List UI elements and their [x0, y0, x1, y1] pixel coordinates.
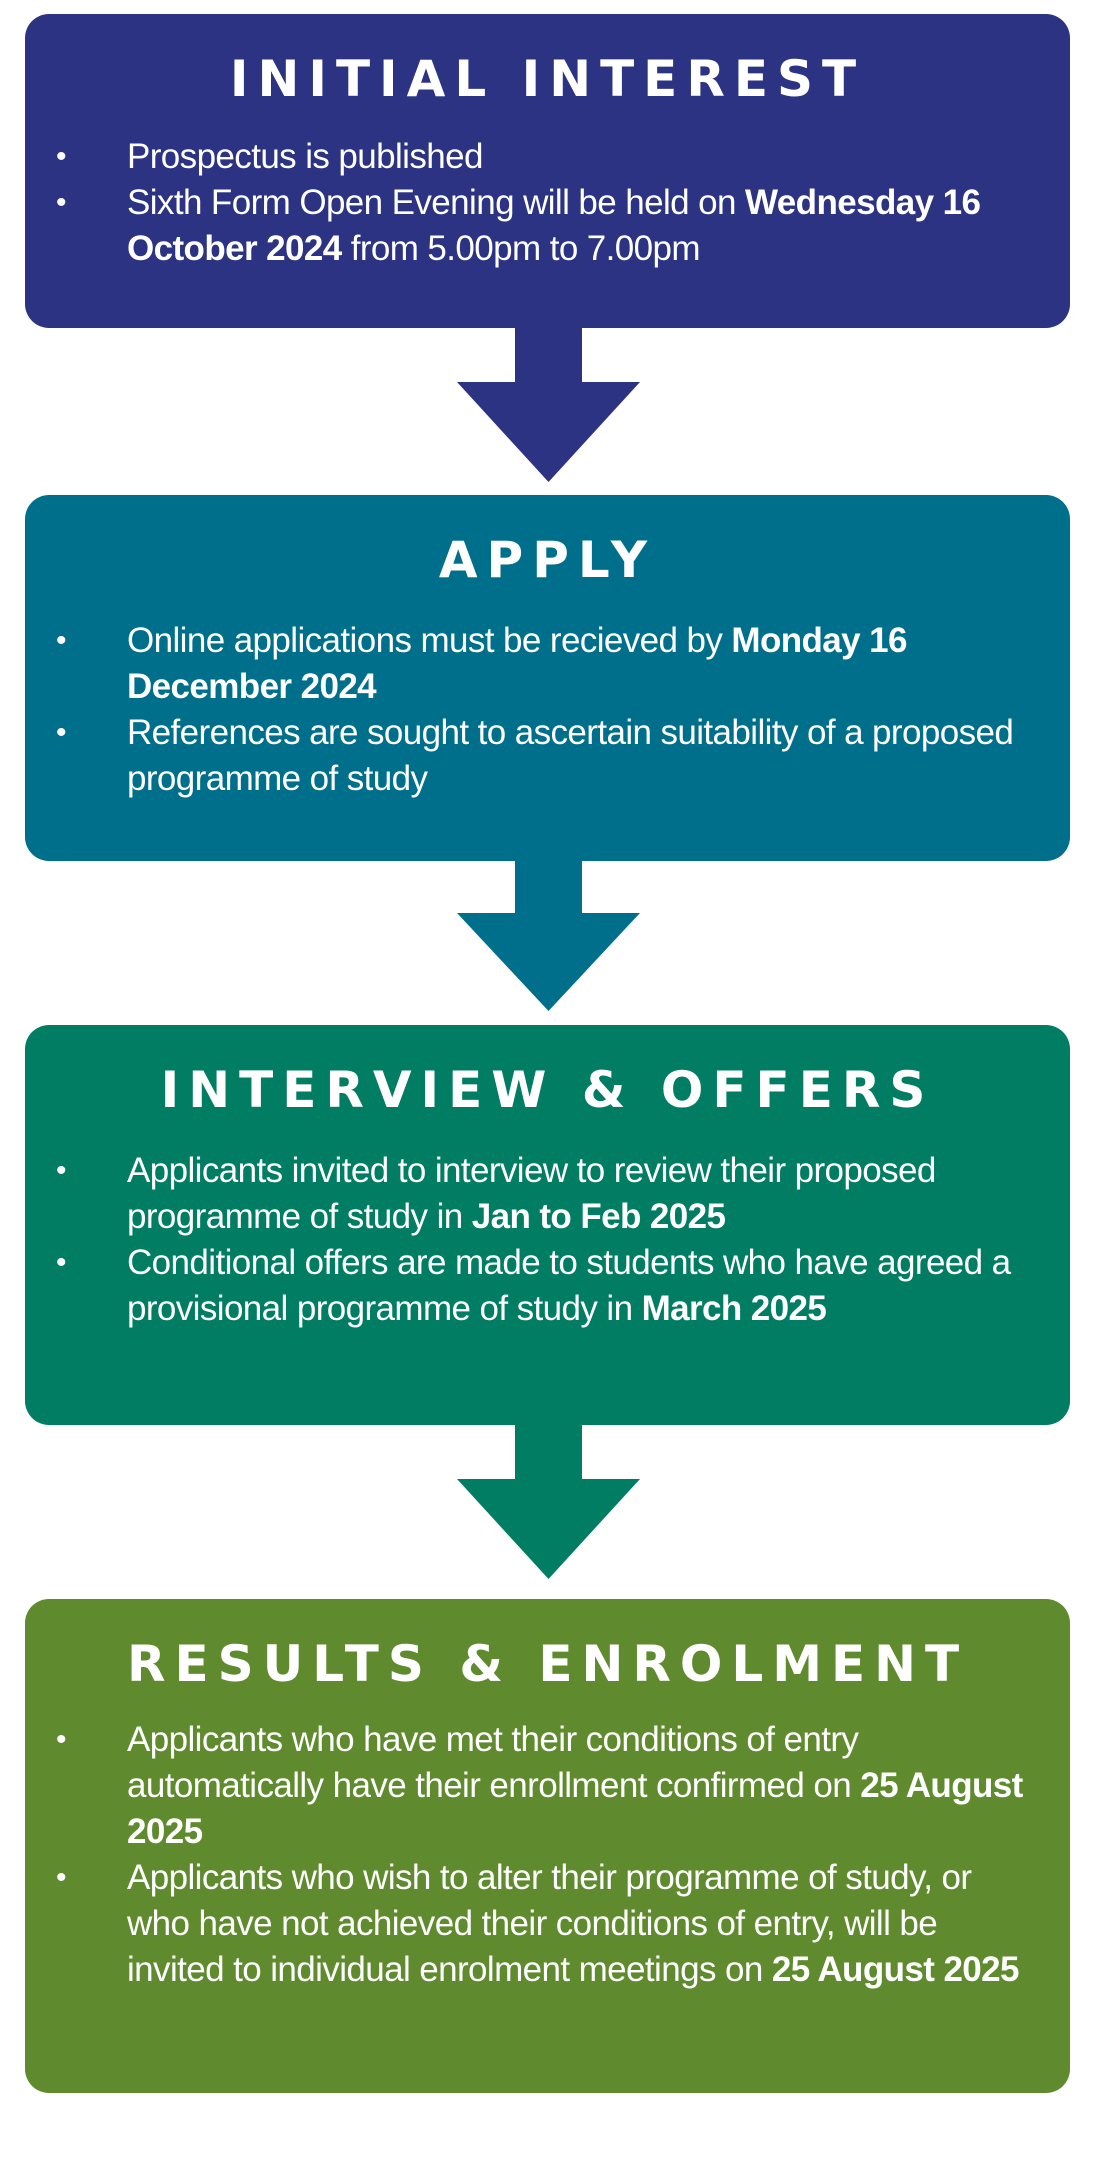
bullet-item	[25, 1717, 1036, 1855]
bullet-text-bold: 25 August 2025	[127, 1766, 1023, 1851]
bullet-item	[25, 134, 1036, 180]
stage-apply	[25, 495, 1070, 861]
bullet-item	[25, 710, 1036, 802]
bullet-text: Applicants who wish to alter their programme of study, or who have not achieved their conditions of entry, will be invited to individual enrolment meetings on	[127, 1858, 972, 1989]
stage-title: RESULTS & ENROLMENT	[126, 1635, 969, 1693]
bullet-text: Conditional offers are made to students who have agreed a provisional programme of study in	[127, 1243, 1011, 1328]
bullet-text: Online applications must be recieved by	[127, 621, 732, 660]
down-arrow-icon	[0, 859, 1098, 1011]
stage-title: INTERVIEW & OFFERS	[160, 1061, 935, 1119]
bullet-item	[25, 1148, 1036, 1240]
bullet-list	[25, 1717, 1036, 1993]
stage-results-enrolment	[25, 1599, 1070, 2093]
bullet-item	[25, 618, 1036, 710]
bullet-text: Applicants invited to interview to review their proposed programme of study in	[127, 1151, 936, 1236]
bullet-text: from 5.00pm to 7.00pm	[341, 229, 700, 268]
stage-interview-offers	[25, 1025, 1070, 1425]
stage-initial-interest	[25, 14, 1070, 328]
bullet-text-bold: 25 August 2025	[771, 1950, 1019, 1989]
down-arrow-icon	[0, 1423, 1098, 1579]
bullet-text-bold: March 2025	[641, 1289, 827, 1328]
bullet-text-bold: Jan to Feb 2025	[471, 1197, 726, 1236]
arrow-shape	[457, 859, 640, 1011]
bullet-item	[25, 1240, 1036, 1332]
bullet-icon: •	[56, 624, 66, 657]
bullet-text: Applicants who have met their conditions of entry automatically have their enrollment confirmed on	[127, 1720, 861, 1805]
bullet-icon: •	[56, 186, 66, 219]
bullet-item	[25, 180, 1036, 272]
bullet-icon: •	[56, 1723, 66, 1756]
arrow-shape	[457, 1423, 640, 1579]
bullet-icon: •	[56, 140, 66, 173]
arrow-shape	[457, 326, 640, 482]
stage-title: APPLY	[438, 531, 657, 589]
bullet-icon: •	[56, 1154, 66, 1187]
bullet-icon: •	[56, 1246, 66, 1279]
down-arrow-icon	[0, 326, 1098, 482]
bullet-icon: •	[56, 1861, 66, 1894]
bullet-list	[25, 618, 1036, 802]
bullet-icon: •	[56, 716, 66, 749]
bullet-text-bold: Wednesday 16 October 2024	[127, 183, 981, 268]
bullet-text-bold: Monday 16 December 2024	[127, 621, 907, 706]
bullet-text: References are sought to ascertain suitability of a proposed programme of study	[127, 713, 1014, 798]
stage-title: INITIAL INTEREST	[229, 50, 866, 108]
bullet-list	[25, 134, 1036, 272]
bullet-list	[25, 1148, 1036, 1332]
bullet-text: Sixth Form Open Evening will be held on	[127, 183, 745, 222]
bullet-item	[25, 1855, 1036, 1993]
bullet-text: Prospectus is published	[127, 137, 483, 176]
